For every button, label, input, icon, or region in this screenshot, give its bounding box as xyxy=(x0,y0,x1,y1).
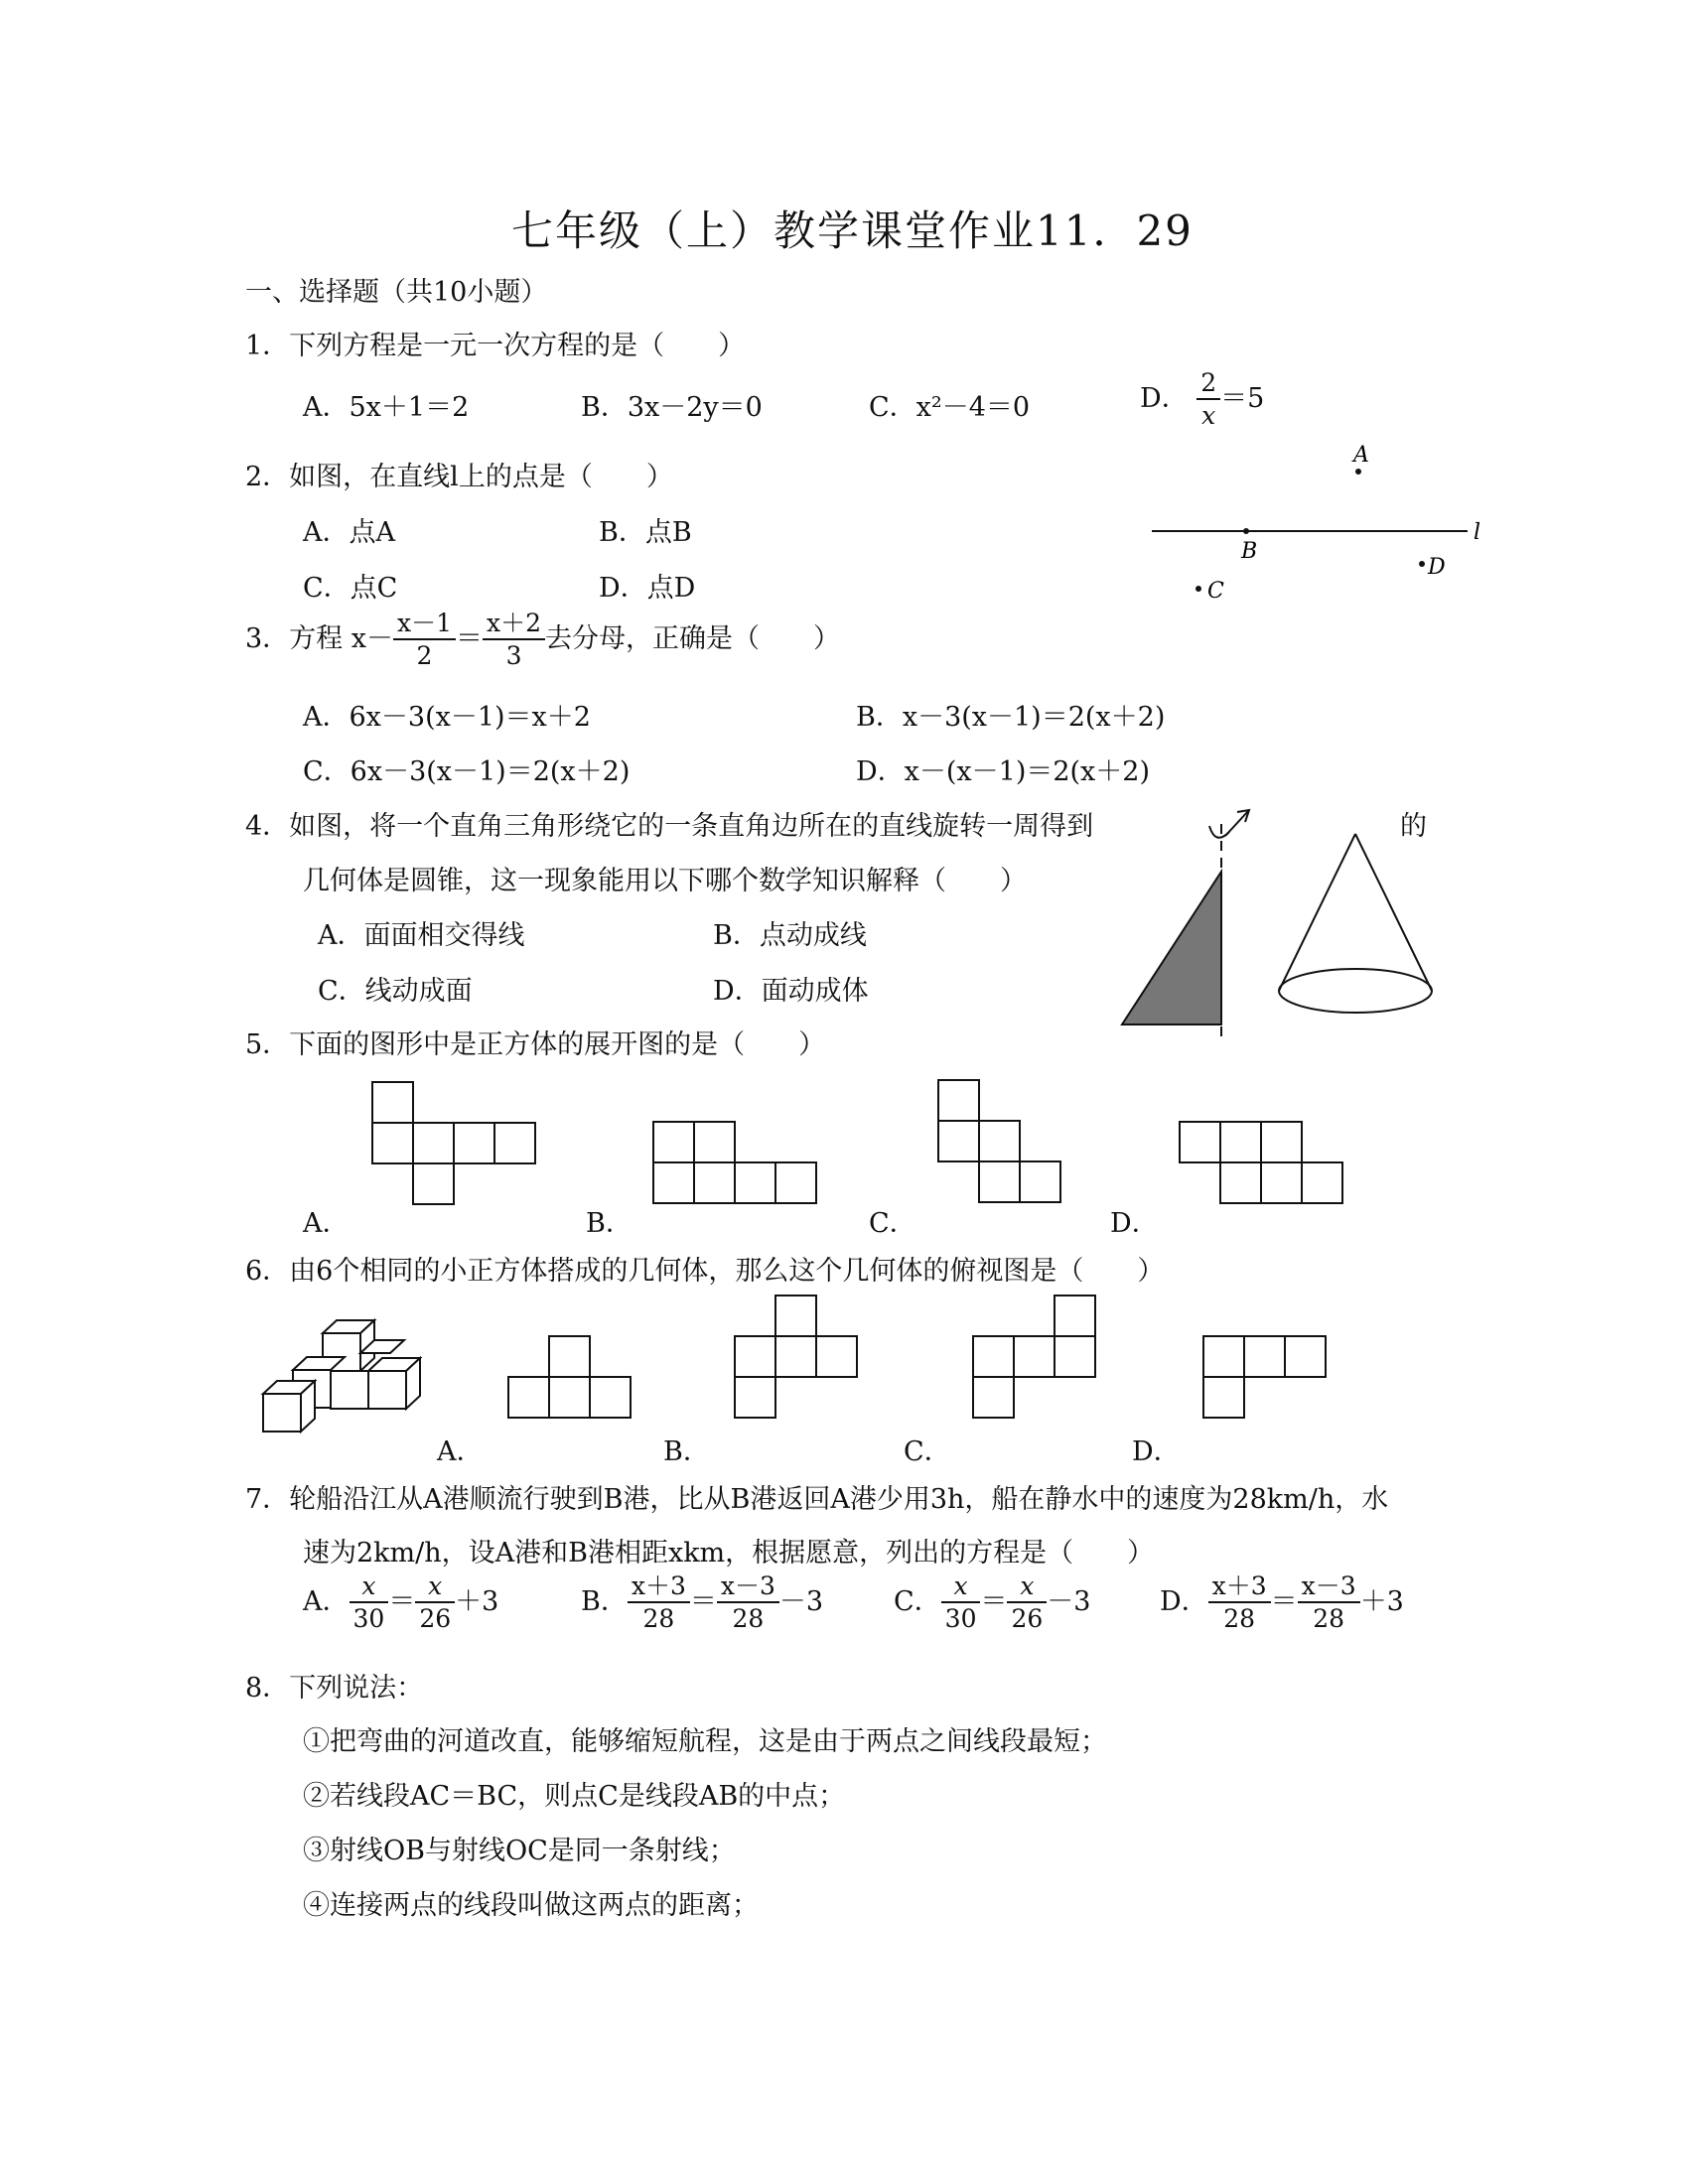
q5-net-b xyxy=(653,1122,822,1211)
q1-option-a[interactable]: A．5x＋1＝2 xyxy=(303,392,470,423)
line-points-figure xyxy=(1152,437,1489,615)
q8-statement-2: ②若线段AC＝BC，则点C是线段AB的中点； xyxy=(303,1781,846,1812)
q7-option-b[interactable]: B． $\frac{x+3}{28}$ ＝ $\frac{x-3}{28}$ －3 xyxy=(581,1571,824,1634)
q5-net-c xyxy=(938,1080,1067,1209)
point-c-label: C xyxy=(1207,579,1224,604)
q5-option-b[interactable]: B． xyxy=(586,1208,633,1239)
q1-option-c[interactable]: C．x²－4＝0 xyxy=(869,392,1031,423)
q1-d-label: D． xyxy=(1140,382,1189,414)
q5-option-a[interactable]: A． xyxy=(303,1208,350,1239)
question-4-stem-end: 的 xyxy=(1400,811,1427,842)
q6-solid-figure xyxy=(263,1308,432,1437)
q8-statement-1: ①把弯曲的河道改直，能够缩短航程，这是由于两点之间线段最短； xyxy=(303,1726,1107,1757)
q2-option-a[interactable]: A．点A xyxy=(303,517,395,548)
q5-option-c[interactable]: C． xyxy=(869,1208,916,1239)
q7-option-a[interactable]: A． $\frac{x}{30}$ ＝ $\frac{x}{26}$ ＋3 xyxy=(303,1571,499,1634)
q3-option-d[interactable]: D．x－(x－1)＝2(x＋2) xyxy=(856,756,1150,787)
question-4-stem-line2: 几何体是圆锥，这一现象能用以下哪个数学知识解释（ ） xyxy=(303,866,1027,896)
question-7-stem-line2: 速为2km/h，设A港和B港相距xkm，根据愿意，列出的方程是（ ） xyxy=(303,1538,1155,1569)
section-heading: 一、选择题（共10小题） xyxy=(245,277,548,308)
q4-option-d[interactable]: D．面动成体 xyxy=(713,976,869,1007)
rotation-cone-figure xyxy=(1122,804,1450,1052)
q7-option-c[interactable]: C． $\frac{x}{30}$ ＝ $\frac{x}{26}$ －3 xyxy=(894,1571,1091,1634)
q7-option-d[interactable]: D． $\frac{x+3}{28}$ ＝ $\frac{x-3}{28}$ ＋3 xyxy=(1160,1571,1404,1634)
line-l-label: l xyxy=(1474,520,1481,545)
q6-view-b xyxy=(735,1296,874,1434)
q5-net-a xyxy=(372,1082,541,1211)
q6-option-a[interactable]: A． xyxy=(437,1436,484,1467)
q1-option-d[interactable]: D． $\frac{2}{x}$ ＝5 xyxy=(1140,368,1265,431)
q6-view-a xyxy=(508,1336,647,1435)
q6-option-d[interactable]: D． xyxy=(1132,1436,1181,1467)
q4-option-c[interactable]: C．线动成面 xyxy=(318,976,473,1007)
q1-d-fraction: $\frac{2}{x}$ xyxy=(1196,367,1220,432)
question-2-stem: 2．如图，在直线l上的点是（ ） xyxy=(245,462,673,492)
q2-option-c[interactable]: C．点C xyxy=(303,573,398,604)
point-d-label: D xyxy=(1428,555,1446,580)
question-3-stem: 3．方程 x－ $\frac{x-1}{2}$ ＝ $\frac{x+2}{3}$ 去分母，正确是（ ） xyxy=(245,609,841,671)
q4-option-a[interactable]: A．面面相交得线 xyxy=(318,920,525,951)
question-8-stem: 8．下列说法： xyxy=(245,1673,424,1704)
question-1-stem: 1．下列方程是一元一次方程的是（ ） xyxy=(245,331,746,361)
question-5-stem: 5．下面的图形中是正方体的展开图的是（ ） xyxy=(245,1029,826,1060)
q3-option-c[interactable]: C．6x－3(x－1)＝2(x＋2) xyxy=(303,756,631,787)
q6-option-c[interactable]: C． xyxy=(904,1436,951,1467)
q5-net-d xyxy=(1180,1122,1348,1211)
point-b-label: B xyxy=(1241,539,1258,564)
q2-option-d[interactable]: D．点D xyxy=(599,573,696,604)
q4-option-b[interactable]: B．点动成线 xyxy=(713,920,867,951)
question-6-stem: 6．由6个相同的小正方体搭成的几何体，那么这个几何体的俯视图是（ ） xyxy=(245,1256,1165,1287)
q8-statement-4: ④连接两点的线段叫做这两点的距离； xyxy=(303,1890,759,1921)
q8-statement-3: ③射线OB与射线OC是同一条射线； xyxy=(303,1836,736,1866)
q1-option-b[interactable]: B．3x－2y＝0 xyxy=(581,392,763,423)
q6-view-c xyxy=(973,1296,1112,1434)
point-a-label: A xyxy=(1353,443,1369,468)
question-7-stem-line1: 7．轮船沿江从A港顺流行驶到B港，比从B港返回A港少用3h，船在静水中的速度为28km/h，水 xyxy=(245,1484,1389,1515)
question-4-stem-line1: 4．如图，将一个直角三角形绕它的一条直角边所在的直线旋转一周得到 xyxy=(245,811,1094,842)
q5-option-d[interactable]: D． xyxy=(1110,1208,1159,1239)
q3-option-b[interactable]: B．x－3(x－1)＝2(x＋2) xyxy=(856,702,1166,733)
q3-option-a[interactable]: A．6x－3(x－1)＝x＋2 xyxy=(303,702,591,733)
q6-option-b[interactable]: B． xyxy=(663,1436,710,1467)
q2-option-b[interactable]: B．点B xyxy=(599,517,692,548)
q6-view-d xyxy=(1203,1336,1342,1435)
page-title: 七年级（上）教学课堂作业11．29 xyxy=(511,206,1194,255)
